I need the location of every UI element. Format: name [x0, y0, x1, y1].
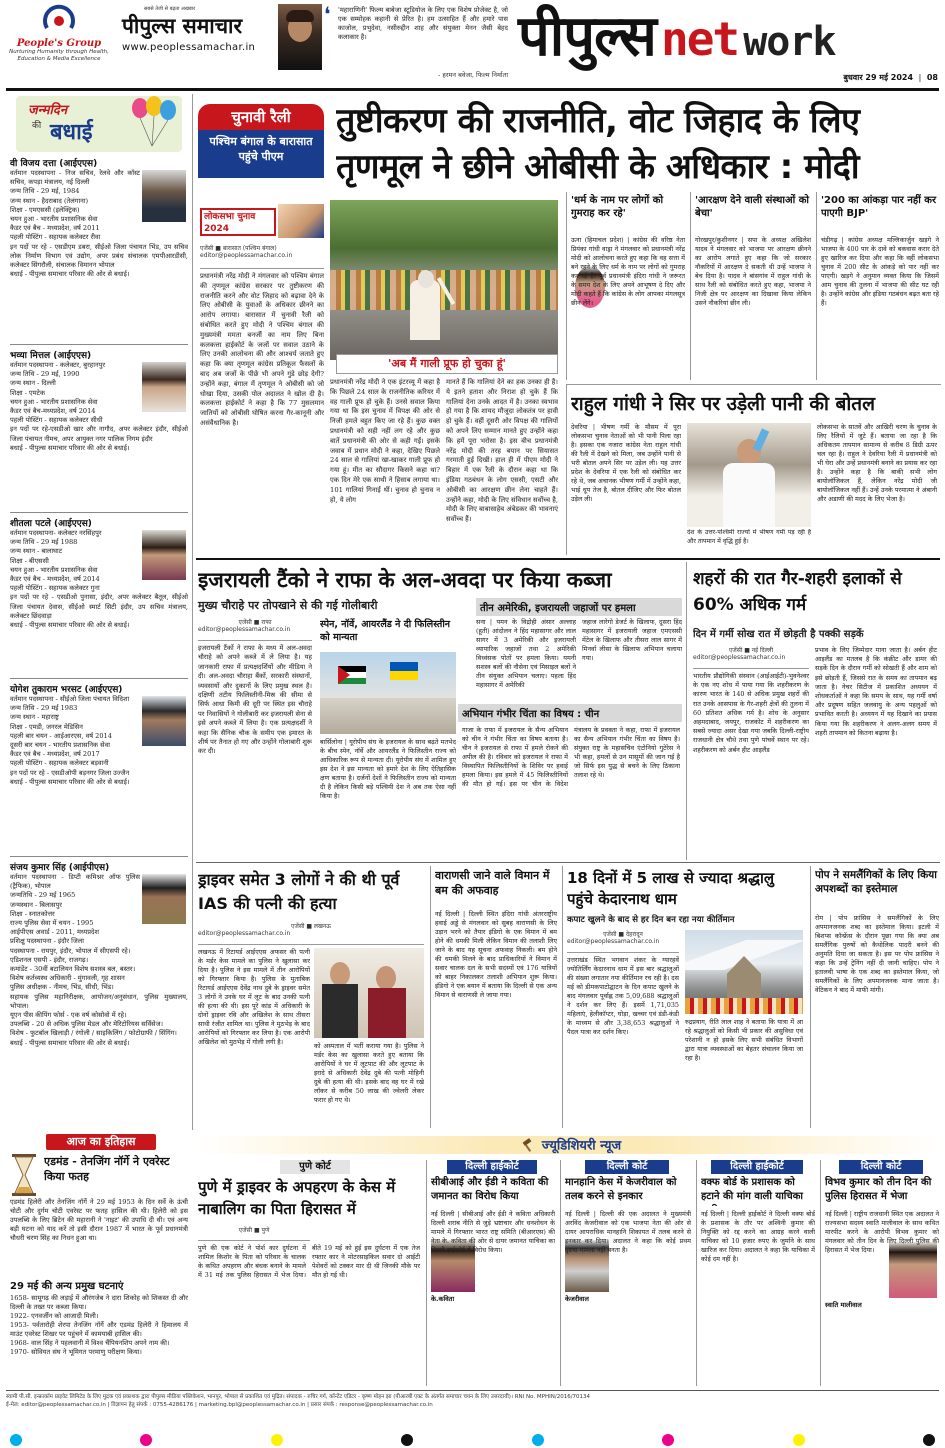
- court-tag: दिल्ली कोर्ट: [585, 1160, 669, 1174]
- person-details: [10, 361, 188, 511]
- detail-line: उपलब्धि - 20 से अधिक पुलिस मेडल और मेरिटोरियस सर्विसेज।: [10, 1020, 163, 1029]
- byline-agency: एजेंसी ■ बारासात (पश्चिम बंगाल): [200, 245, 277, 252]
- detail-line: पदस्थापना - रायपुर, इंदौर, भोपाल में सीएसपी रहे।: [10, 946, 131, 955]
- loksabha-label: लोकसभा चुनाव 2024: [204, 212, 256, 234]
- rahul-body2: लोकसभा के सातवें और आखिरी चरण के चुनाव के लिए रैलियों में जुटे हैं। बताया जा रहा है कि अधिकतम तापमान सामान्य से करीब 8 डिग्री ऊपर चल रहा है। राहुल ने देवरिया रैली में प्रधानमंत्री को भी घेरा और उन्हें प्रधानमंत्री बनाने का प्रयास कर रहा है। उन्होंने कहा है कि बाकी सभी लोग बायोलॉजिकल हैं, लेकिन नरेंद्र मोदी जी बायोलॉजिकल नहीं हैं। उन्हें उनके परमात्मा ने अंबानी और अडाणी की मदद के लिए भेजा है।: [817, 423, 937, 503]
- detail-line: बधाई - पीपुल्स समाचार परिवार की ओर से बधाई।: [10, 777, 130, 786]
- paper-small-tag: सबसे तेजी से बढ़ता अखबार: [144, 6, 196, 12]
- group-logo: [8, 4, 110, 84]
- loksabha-badge: [200, 208, 276, 236]
- history-event: 1968- वाल सिंह ने पहलवानी में विश्व चैंपियनशिप अपने नाम की।: [10, 1339, 170, 1347]
- birthday-title-main: बधाई: [50, 120, 93, 145]
- paper-name: [122, 12, 274, 40]
- judiciary-section: [196, 1132, 940, 1386]
- detail-line: कैडर एवं बैच-मध्यप्रदेश, वर्ष 2014: [10, 407, 96, 416]
- judiciary-headline: पुणे में ड्राइवर के अपहरण के केस में नाबालिग का पिता हिरासत में: [198, 1178, 396, 1218]
- website[interactable]: www.peoplessamachar.in: [122, 42, 256, 53]
- detail-line: पहली पोस्टिंग - सहायक कलेक्टर गुना: [10, 584, 100, 593]
- paper-nameplate: [122, 6, 274, 72]
- detail-line: वर्तमान पदस्थापना - निज सचिव, रेलवे और कॉस्ट सचिव, कपड़ा मंत्रालय, नई दिल्ली: [10, 169, 140, 187]
- detail-line: वर्तमान पदस्थापना - कलेक्टर, बुरहानपुर: [10, 361, 106, 369]
- detail-line: जन्म तिथि - 29 मई 1988: [10, 538, 78, 547]
- detail-line: शिक्षा - स्नातकोत्तर: [10, 909, 55, 918]
- history-event: 1658- सामूगढ़ की लड़ाई में औरंगजेब ने दारा शिकोह को शिकस्त दी और दिल्ली के तख्त पर कब्जा किया।: [10, 1294, 188, 1311]
- kedarnath-headline: 18 दिनों में 5 लाख से ज्यादा श्रद्धालु पहुंचे केदारनाथ धाम: [567, 869, 775, 908]
- masthead: [0, 0, 945, 92]
- judiciary-body: पुणे की एक कोर्ट ने पोर्श कार दुर्घटना में शामिल किशोर के पिता को परिवार के चालक के कथित अपहरण और बंधक बनाने के मामले में 31 मई तक पुलिस हिरासत में भेज दिया। बीते 19 मई को हुई इस दुर्घटना में एक तेज रफ्तार कार ने मोटरसाइकिल सवार दो आईटी पेशेवरों को टक्कर मार दी थी जिनकी मौके पर मौत हो गई थी।: [198, 1244, 420, 1279]
- paper-name-text: पीपुल्स समाचार: [122, 14, 243, 38]
- lead-col2: प्रधानमंत्री नरेंद्र मोदी ने एक इंटरव्यू में कहा है कि पिछले 24 साल के राजनीतिक करियर में वह गाली प्रूफ हो चुके हैं। उनसे सवाल किया गया था कि इस चुनाव में विपक्ष की ओर से निजी हमले बहुत किए जा रहे हैं। कुछ वक्त प्रधानमंत्री को सही नहीं लग रहे और कुछ बातें प्रधानमंत्री की ओर से कही गईं। इसके जवाब में प्रधान मोदी ने कहा, देखिए पिछले 24 साल से गालियां खा-खाकर गाली प्रूफ हो गया हूं। मीत का सौदागर किसने कहा था? एक दिन मेरे एक साथी ने हिसाब लगाया था। 101 गालियां गिनाई थीं। चुनाव हो चुनाव न हो, ये लोग: [330, 378, 440, 504]
- judiciary-label: [496, 1134, 646, 1156]
- detail-line: शिक्षा - एमटेक: [10, 388, 46, 397]
- ias-byline: [198, 922, 424, 945]
- footer-rule: [6, 1390, 939, 1391]
- detail-line: वर्तमान पदस्थापना - डिप्टी कमिश्नर ऑफ पुलिस (ट्रैफिक), भोपाल: [10, 873, 140, 891]
- detail-line: पहली पोस्टिंग - सहायक कलेक्टर सीधी: [10, 416, 103, 425]
- detail-line: जन्मतिथि - 29 मई 1965: [10, 891, 76, 900]
- china-body: गाजा के राफा में इजरायल के सैन्य अभियान को चीन ने गंभीर चिंता का विषय बताया है। चीन ने इजरायल से राफा में हमले रोकने की अपील की है। रविवार को इजरायल ने राफा में विस्थापित फिलिस्तीनियों के शिविर पर हवाई हमला किया। इस हमले में 45 फिलिस्तीनियों की मौत हो गई। इस पर चीन के विदेश मंत्रालय के प्रवक्ता ने कहा, राफा में इजरायल का सैन्य अभियान गंभीर चिंता का विषय है। संयुक्त राष्ट्र के महासचिव एंटोनियो गुटेरेस ने भी कहा, हमलों से उन मासूमों की जान गई है जो सिर्फ इस युद्ध से बचने के लिए ठिकाना तलाश रहे थे।: [462, 726, 680, 788]
- detail-line: इन पदों पर रहे - एसडीओपी बड़नगर जिला उज्जैन: [10, 768, 130, 777]
- balloons-icon: [128, 96, 178, 152]
- detail-line: बधाई - पीपुल्स समाचार परिवार की ओर से बधाई।: [10, 621, 130, 630]
- ias-body2: को अस्पताल में भर्ती कराया गया है। पुलिस ने मर्डर केस का खुलासा करते हुए बताया कि आरोपियों ने घर में लूटपाट की और लूटपाट के इरादे से अधिकारी देवेंद्र दुबे की पत्नी मोहिनी दुबे की हत्या की थी। इसके बाद वह घर में रखे लॉकर से करीब 50 लाख की ज्वेलरी लेकर फरार हो गए थे।: [314, 1042, 424, 1104]
- detail-line: विशेष कर्तव्यस्थ अधिकारी - मुंगावली, गृह शासन: [10, 974, 125, 983]
- registration-mark-icon: [271, 1434, 283, 1446]
- heat-body2: प्रभाव के लिए जिम्मेदार माना जाता है। अर्बन हीट आइलैंड का मतलब है कि कंक्रीट और डामर की सड़कें दिन के दौरान गर्मी को सोखती हैं और शाम को इसे छोड़ती हैं, जिससे रात के समय का तापमान बढ़ जाता है। नेचर सिटीज में प्रकाशित अध्ययन में शोधकर्ताओं ने कहा कि समय के साथ, यह गर्मी वर्षा और प्रदूषण सहित जलवायु के अन्य पहलुओं को प्रभावित करती है। अध्ययन में यह दिखाने का प्रयास किया गया कि शहरीकरण ने अलग-अलग समय में शहरी तापमान को कितना बढ़ाया है।: [815, 646, 937, 737]
- judiciary-headline: वक्फ बोर्ड के प्रशासक को हटाने की मांग वाली याचिका: [701, 1177, 804, 1202]
- detail-line: शिक्षा - एमडी, जनरल मेडिसिन: [10, 722, 83, 731]
- person-details: [10, 873, 188, 1119]
- attack-body-2: जहाज लारेगो डेजर्ट के खिलाफ, दूसरा हिंद महासागर में इजरायली जहाज एमएससी मेंटेल के खिलाफ और तीसरा लाल सागर में मिनर्वा लीसा के खिलाफ अभियान चलाया गया।: [582, 618, 682, 662]
- judiciary-item: [196, 1160, 422, 1386]
- rahul-body1: देवरिया | भीषण गर्मी के मौसम में पूरा लोकसभा चुनाव नेताओं को भी पानी पिला रहा है। इसका एक नजारा कांग्रेस नेता राहुल गांधी की रैली में देखने को मिला, जब उन्होंने पानी से भरी बोतल अपने सिर पर उड़ेल ली। यह उत्तर प्रदेश के देवरिया में एक रैली को संबोधित कर रहे थे, जब अचानक भीषण गर्मी में उन्होंने कहा, भाई धूप तेज है, बोतल दीजिए और फिर बोतल उड़ेल ली।: [571, 423, 681, 503]
- history-box: [6, 1134, 192, 1386]
- quote-box: [324, 2, 510, 82]
- person-details: [10, 529, 188, 677]
- masthead-rule: [6, 88, 939, 91]
- person-name: संजय कुमार सिंह (आईपीएस): [10, 863, 110, 873]
- kedarnath-story: [562, 866, 807, 1128]
- history-event: 1970- सोवियत संघ ने भूमिगत परमाणु परीक्षण किया।: [10, 1348, 142, 1356]
- court-tag: पुणे कोर्ट: [280, 1160, 350, 1174]
- detail-line: बधाई - पीपुल्स समाचार परिवार की ओर से बधाई।: [10, 443, 130, 452]
- birthday-person: [10, 860, 188, 1120]
- brand-left: पीपुल्स: [518, 4, 656, 69]
- detail-line: पहली पोस्टिंग - सहायक कलेक्टर बड़वानी: [10, 759, 109, 768]
- detail-line: कैडर एवं बैच - मध्यप्रदेश, वर्ष 2014: [10, 575, 100, 584]
- birthday-person: [10, 682, 188, 852]
- detail-line: कैडर एवं बैच - मध्यप्रदेश, वर्ष 2017: [10, 750, 100, 759]
- court-tag: दिल्ली कोर्ट: [839, 1160, 923, 1174]
- hourglass-icon: [10, 1154, 38, 1196]
- couple-photo: [314, 948, 424, 1038]
- detail-line: जन्म तिथि - 29 मई, 1990: [10, 370, 80, 379]
- side-box: [566, 192, 687, 380]
- judiciary-item: [696, 1160, 817, 1386]
- byline-email[interactable]: editor@peoplessamachar.co.in: [567, 938, 660, 945]
- person-name: वी विजय दत्ता (आईएएस): [10, 159, 98, 169]
- byline-agency: एजेंसी ■ नई दिल्ली: [728, 647, 774, 654]
- detail-line: राज्य पुलिस सेवा में चयन - 1995: [10, 919, 94, 928]
- heat-headline: शहरों की रात गैर-शहरी इलाकों से 60% अधिक गर्म: [693, 569, 902, 615]
- registration-mark-icon: [401, 1434, 413, 1446]
- peoples-group-emblem-icon: [39, 4, 79, 38]
- person-name: शीतला पटले (आईएएस): [10, 519, 92, 529]
- detail-line: जन्म स्थान - बालाघाट: [10, 547, 63, 556]
- harman-baweja-photo: [278, 4, 322, 70]
- detail-line: इन पदों पर रहे - एसडीएम डबरा, सीईओ जिला पंचायत भिंड, उप सचिव लोक निर्माण विभाग एवं उद्योग, अपर प्रबंध संचालक एमपीआरडीसी, कलेक्टर सिंगरौली, संचालक विमानन भोपाल: [10, 242, 188, 270]
- detail-line: यूएन पीस कीपिंग फोर्स - एक वर्ष कोसोवो में रहे।: [10, 1011, 127, 1020]
- court-tag: दिल्ली हाईकोर्ट: [447, 1160, 537, 1174]
- quote-mark-icon: ❛: [324, 2, 331, 26]
- judiciary-item: [426, 1160, 557, 1386]
- person-name: भव्या मित्तल (आईएएस): [10, 351, 92, 361]
- registration-mark-icon: [532, 1434, 544, 1446]
- byline-email[interactable]: editor@peoplessamachar.co.in: [198, 626, 291, 633]
- rahul-story: [566, 384, 941, 555]
- rahul-photo: [687, 423, 811, 527]
- birthday-title-mid: की: [32, 121, 42, 131]
- detail-line: चयन हुआ - भारतीय प्रशासनिक सेवा: [10, 397, 98, 406]
- rally-sub: पश्चिम बंगाल के बारासात पहुंचे पीएम: [198, 130, 324, 178]
- rahul-caption: देश के उत्तर-पश्चिमी राज्यों में भीषण गर्मी पड़ रही है और तापमान में वृद्धि हुई है।: [687, 529, 811, 545]
- detail-line: शिक्षा - एमएससी (इलेक्ट्रिक): [10, 205, 80, 214]
- issue-date: बुधवार 29 मई 2024: [843, 73, 914, 82]
- judiciary-byline: [198, 1226, 310, 1241]
- birthday-header: [16, 96, 182, 152]
- detail-line: चयन हुआ - भारतीय प्रशासनिक सेवा: [10, 215, 98, 224]
- byline-agency: एजेंसी ■ लखनऊ: [291, 923, 331, 930]
- color-strip: [0, 1434, 945, 1448]
- byline-agency: एजेंसी ■ देहरादून: [603, 931, 643, 938]
- bomb-body: नई दिल्ली | दिल्ली स्थित इंदिरा गांधी अंतरराष्ट्रीय हवाई अड्डे से मंगलवार को सुबह वाराणसी के लिए उड़ान भरने को तैयार इंडिगो के एक विमान में बम होने की धमकी मिली लेकिन विमान की तलाशी लिए जाने के बाद यह सूचना अफवाह निकली। बम होने की धमकी मिलने के बाद प्राधिकारियों ने विमान में सवार चालक दल के सभी सदस्यों एवं 176 यात्रियों को बाहर निकालकर तलाशी अभियान शुरू किया। इंडिगो ने एक बयान में बताया कि दिल्ली से एक अन्य विमान से वाराणसी ले जाया गया।: [435, 910, 557, 999]
- side-box-title: 'धर्म के नाम पर लोगों को गुमराह कर रहे': [571, 195, 664, 219]
- detail-line: कमांडेंट - 30वीं बटालियन विशेष सशस्त्र बल, बस्तर।: [10, 965, 136, 974]
- detail-line: जन्म स्थान - हैदराबाद (तेलंगाना): [10, 196, 89, 205]
- israel-headline: इजरायली टैंको ने राफा के अल-अवदा पर किया कब्जा: [198, 568, 612, 592]
- detail-line: दूसरी बार चयन - भारतीय प्रशासनिक सेवा: [10, 741, 111, 750]
- byline-email[interactable]: editor@peoplessamachar.co.in: [198, 930, 291, 937]
- heat-byline: [693, 646, 809, 669]
- gavel-icon: [521, 1137, 537, 1153]
- section-rule: [196, 862, 940, 863]
- kedarnath-body2: रुद्रप्रयाग, रीति लाल शाह ने बताया कि यात्रा में आ रहे श्रद्धालुओं को किसी भी प्रकार की असुविधा एवं परेशानी न हो इसके लिए सभी संबंधित विभागों द्वारा यात्रा व्यवस्थाओं का बेहतर संचालन किया जा रहा है।: [685, 1018, 803, 1062]
- detail-line: पुलिस अधीक्षक - नीमच, भिंड, सीधी, भिंड।: [10, 983, 114, 992]
- kedarnath-byline: [567, 930, 679, 953]
- history-body: एडमंड हिलेरी और तेनजिंग नॉर्गे ने 29 मई 1953 के दिन सर्वे के ऊंची चोटी और दुर्गम चोटी एवरेस्ट पर फतह हासिल की थी। हिलेरी को इस उपलब्धि के लिए ब्रिटेन की महारानी ने 'नाइट' की उपाधि दी थी। एवं अन्य बड़ी घटना को याद करें तो इसी दौरान 1987 में भारत के पूर्व प्रधानमंत्री चौधरी चरण सिंह का निधन हुआ था।: [10, 1198, 188, 1242]
- photo-caption-box: [336, 354, 558, 374]
- birthday-person: [10, 156, 188, 342]
- byline-agency: एजेंसी ■ पुणे: [238, 1227, 270, 1234]
- heat-story: [686, 562, 941, 860]
- detail-line: बधाई - पीपुल्स समाचार परिवार की ओर से बधाई।: [10, 270, 130, 279]
- rahul-headline: राहुल गांधी ने सिर पर उड़ेली पानी की बोतल: [571, 393, 876, 415]
- footer-line2: ई-मेल: editor@peoplessamachar.co.in | विज्ञापन हेतु संपर्क : 0755-4286176 | marketing.bpl@peoplessamachar.co.in | प्रसार संपर्क : response@peoplessamachar.co.in: [6, 1402, 433, 1408]
- birthday-column: [6, 94, 193, 1130]
- registration-mark-icon: [793, 1434, 805, 1446]
- ias-headline: ड्राइवर समेत 3 लोगों ने की थी पूर्व IAS की पत्नी की हत्या: [198, 870, 400, 913]
- side-box: [816, 192, 941, 380]
- detail-line: विशेष - फुटबॉल खिलाड़ी / रंगोली / साइकिलिंग / फोटोग्राफी / सिंगिंग।: [10, 1029, 177, 1038]
- detail-line: जन्म तिथि - 29 मई, 1984: [10, 187, 80, 196]
- history-event: 1922- एनवर्जीन को आजादी मिली।: [10, 1312, 99, 1320]
- byline-email[interactable]: editor@peoplessamachar.co.in: [693, 654, 786, 661]
- pope-body: रोम | पोप फ्रांसिस ने समलैंगिकों के लिए अपमानजनक शब्द का इस्तेमाल किया। इटली में बिशप्स कॉन्फ्रेंस के दौरान पूछा गया कि क्या अब समलैंगिक पुरुषों को कैथोलिक पादरी बनने की अनुमति दिया जा सकता है। इस पर पोप फ्रांसिस ने कहा कि उन्हें ट्रेनिंग नहीं दी जानी चाहिए। पोप ने इतालवी भाषा के एक शब्द का इस्तेमाल किया, जो समलैंगिकों के लिए अपमानजनक माना जाता है। वेटिकन ने बाद में माफी मांगी।: [815, 914, 939, 994]
- history-subtitle: 29 मई की अन्य प्रमुख घटनाएं: [10, 1281, 124, 1292]
- detail-line: जन्मस्थान - बिलासपुर: [10, 900, 62, 909]
- detail-line: प्रशिक्षु पदस्थापना - इंदौर जिला: [10, 937, 84, 946]
- bomb-story: [430, 866, 559, 1128]
- lead-byline: [200, 244, 324, 269]
- photo-caption: के.कविता: [431, 1295, 455, 1303]
- kedarnath-sub: कपाट खुलने के बाद से हर दिन बन रहा नया कीर्तिमान: [567, 915, 735, 925]
- history-label: आज का इतिहास: [46, 1134, 156, 1150]
- detail-line: शिक्षा - बीएससी: [10, 556, 49, 565]
- lead-headline: तुष्टीकरण की राजनीति, वोट जिहाद के लिए तृणमूल ने छीने ओबीसी के अधिकार : मोदी: [336, 101, 860, 187]
- pope-headline: पोप ने समलैंगिकों के लिए किया अपशब्दों का इस्तेमाल: [815, 869, 937, 895]
- photo-caption: केजरीवाल: [565, 1295, 589, 1303]
- registration-mark-icon: [140, 1434, 152, 1446]
- israel-story: [196, 562, 682, 860]
- detail-line: जन्म स्थान - दिल्ली: [10, 379, 56, 388]
- history-events: [10, 1294, 188, 1386]
- flags-photo: [320, 652, 456, 734]
- israel-sub: मुख्य चौराहे पर तोपखाने से की गई गोलीबारी: [198, 599, 378, 612]
- side-box-title: '200 का आंकड़ा पार नहीं कर पाएगी BJP': [821, 195, 937, 219]
- group-name: People's Group: [16, 38, 102, 49]
- judiciary-item: [560, 1160, 693, 1386]
- group-tagline: Nurturing Humanity through Health, Education & Media Excellence: [9, 49, 109, 62]
- birthday-person: [10, 348, 188, 510]
- footer-line1: स्वामी पी.सी. इन्फ्राकॉम प्राइवेट लिमिटेड के लिए मुद्रक एवं प्रकाशक द्वारा पीपुल्स मीडिया पब्लिकेशन, भानपुर, भोपाल से प्रकाशित एवं मुद्रित। संपादक - रुचिर गर्ग, कॉन्टेंट एडिटर - कृष्ण मोहन झा (पीआरबी एक्ट के अंतर्गत समाचार चयन के लिए उत्तरदायी)। RNI No. MPHIN/2016/70134: [6, 1394, 591, 1400]
- attack-title: तीन अमेरिकी, इजरायली जहाजों पर हमला: [476, 598, 682, 616]
- judiciary-body: नई दिल्ली | सीबीआई और ईडी ने कविता अधिकारी दिल्ली शराब नीति से जुड़े भ्रष्टाचार और धनशोधन के मामले में गिरफ्तार भारत राष्ट्र समिति (बीआरएस) की नेता के. कविता की ओर से दायर जमानत याचिका का दिल्ली हाईकोर्ट में विरोध किया।: [431, 1210, 555, 1254]
- byline-email[interactable]: editor@peoplessamachar.co.in: [200, 252, 293, 259]
- rally-box: [198, 104, 324, 200]
- brand-logo: [518, 2, 938, 74]
- judiciary-headline: मानहानि केस में केजरीवाल को तलब करने से इनकार: [565, 1177, 677, 1202]
- detail-line: आईपीएस अवार्ड - 2011, मध्यप्रदेश: [10, 928, 99, 937]
- byline-agency: एजेंसी ■ राफा: [238, 619, 272, 626]
- registration-mark-icon: [10, 1434, 22, 1446]
- detail-line: इन पदों पर रहे-एसडीओ खार और नागौद, अपर कलेक्टर इंदौर, सीईओ जिला पंचायत नीमच, अपर आयुक्त नगर पालिक निगम इंदौर: [10, 425, 188, 443]
- heat-body1: भारतीय प्रौद्योगिकी संस्थान (आईआईटी)-भुवनेश्वर के एक नए शोध में पाया गया कि शहरीकरण के कारण भारत के 140 से अधिक प्रमुख शहरों की रात उनके आसपास के गैर-शहरी क्षेत्रों की तुलना में 60 प्रतिशत अधिक गर्म है। शोध के अनुसार अहमदाबाद, जयपुर, राजकोट में शहरीकरण का सबसे ज्यादा असर देखा गया जबकि दिल्ली-राष्ट्रीय राजधानी क्षेत्र चौथे तथा पुणे पांचवें स्थान पर रहे। शहरीकरण को अर्बन हीट आइलैंड: [693, 672, 809, 754]
- ballot-hand-photo: [278, 204, 324, 238]
- detail-line: जन्म तिथि - 29 मई 1983: [10, 704, 78, 713]
- kedarnath-temple-photo: [685, 930, 803, 1014]
- page-number: 08: [926, 73, 938, 82]
- ias-story: [196, 866, 426, 1128]
- judiciary-body: नई दिल्ली | दिल्ली हाईकोर्ट ने दिल्ली वक्फ बोर्ड के प्रशासक के तौर पर अश्विनी कुमार की नियुक्ति को रद्द करने का आग्रह करने वाली याचिका को 10 हजार रुपए के जुर्माने के साथ खारिज कर दिया। अदालत ने कहा कि याचिका में कोई दम नहीं है।: [701, 1210, 815, 1263]
- date-strip: बुधवार 29 मई 2024 | 08: [843, 73, 938, 82]
- photo-caption: 'अब मैं गाली प्रूफ हो चुका हूं': [388, 357, 506, 370]
- registration-mark-icon: [662, 1434, 674, 1446]
- detail-line: पहली पोस्टिंग - सहायक कलेक्टर रीवा: [10, 233, 101, 242]
- rally-label: चुनावी रैली: [198, 104, 324, 130]
- detail-line: जन्म स्थान - महाराष्ट्र: [10, 713, 59, 722]
- side-box: [690, 192, 813, 380]
- side-box-title: 'आरक्षण देने वाली संस्थाओं को बेचा': [695, 195, 809, 219]
- ias-body1: लखनऊ में रिटायर्ड आईएएस अफसर की पत्नी के मर्डर केस मामले का पुलिस ने खुलासा कर दिया है। पुलिस ने इस मामले में तीन आरोपियों को गिरफ्तार किया है। पुलिस के मुताबिक रिटायर्ड आईएएस देवेंद्र नाथ दुबे के ड्राइवर समेत 3 लोगों ने उनके घर में लूट के बाद उनकी पत्नी की हत्या की थी। इस पूरे कांड में अधिकारी के दोनों ड्राइवर रवि और अखिलेश के साथ तीसरा साथी रंजीत शामिल था। पुलिस ने मुठभेड़ के बाद आरोपियों को गिरफ्तार कर लिया है। एक आरोपी अखिलेश को मुठभेड़ में गोली लगी है।: [198, 948, 310, 1046]
- detail-line: इन पदों पर रहे - एसडीओ पुनासा, इंदौर, अपर कलेक्टर बैतूल, सीईओ जिला पंचायत देवास, सीईओ स्मार्ट सिटी इंदौर, उप सचिव मंत्रालय, कलेक्टर छिंदवाड़ा: [10, 593, 188, 620]
- heat-sub: दिन में गर्मी सोख रात में छोड़ती है पक्की सड़कें: [693, 629, 864, 640]
- photo-caption: स्वाति मालीवाल: [825, 1301, 862, 1309]
- china-title: अभियान गंभीर चिंता का विषय : चीन: [458, 704, 682, 722]
- judiciary-body: नई दिल्ली | दिल्ली की एक अदालत ने मुख्यमंत्री अरविंद केजरीवाल को एक भाजपा नेता की ओर से दायर आपराधिक मानहानि शिकायत में तलब करने से इनकार कर दिया। अदालत ने कहा कि कोई प्रथम दृष्टया मामला नहीं बनता है।: [565, 1210, 691, 1254]
- footer: [6, 1393, 939, 1423]
- history-event: 1953- पर्वतारोही शेरपा तेनजिंग नॉर्गे और एडमंड हिलेरी ने हिमालय में माउंट एवरेस्ट शिखर पर पहुंचने में कामयाबी हासिल की।: [10, 1321, 188, 1338]
- quote-text: 'महाराणिनी' फिल्म बाबेजा स्टूडियोज के लिए एक विशेष प्रोजेक्ट है, जो एक सम्मोहक कहानी से प्रेरित है। हम उत्साहित हैं और हमारे पास काजोल, प्रभुदेवा, नसीरुद्दीन शाह और संयुक्ता मेनन जैसी बेहद कलाकार है।: [338, 6, 508, 41]
- detail-line: कैडर एवं बैच - मध्यप्रदेश, वर्ष 2011: [10, 224, 100, 233]
- recognition-title: स्पेन, नॉर्वे, आयरलैंड ने दी फिलिस्तीन को मान्यता: [320, 619, 451, 643]
- attack-body: सना | यमन के विद्रोही अंसार अल्लाह (हूती) आंदोलन ने हिंद महासागर और लाल सागर में 3 अमेरिकी और इजरायली व्यापारिक जहाजों तथा 2 अमेरिकी विध्वंसक पोतों पर हमला किया। यमनी सशस्त्र बलों की नौसेना एवं मिसाइल बलों ने तीन संयुक्त अभियान चलाए। पहला हिंद महासागर में अमेरिकी: [476, 618, 576, 689]
- birthday-title-top: जन्मदिन: [28, 103, 68, 118]
- brand-net: net: [661, 12, 739, 66]
- modi-rally-photo: [330, 200, 558, 360]
- pope-story: [810, 866, 941, 1128]
- judiciary-body: नई दिल्ली | राष्ट्रीय राजधानी स्थित एक अदालत ने राज्यसभा सदस्य स्वाति मालीवाल के साथ कथित मारपीट करने के आरोपी विभव कुमार को मंगलवार को तीन दिन के लिए दिल्ली पुलिस की हिरासत में भेज दिया।: [825, 1210, 939, 1254]
- lead-col1: प्रधानमंत्री नरेंद्र मोदी ने मंगलवार को पश्चिम बंगाल की तृणमूल कांग्रेस सरकार पर तुष्टीकरण की राजनीति करने और वोट जिहाद को बढ़ावा देने के लिए ओबीसी के युवाओं के अधिकार छीनने का आरोप लगाया। बारासात में चुनावी रैली को संबोधित करते हुए मोदी ने पश्चिम बंगाल की मुख्यमंत्री ममता बनर्जी का नाम लिए बिना कलकत्ता हाईकोर्ट के जजों पर सवाल उठाने के लिए उनकी आलोचना की और आश्चर्य जताते हुए कहा कि क्या तृणमूल कांग्रेस प्रतिकूल फैसलों के बाद अब जजों के पीछे भी अपने गुंडे छोड़ देगी? उन्होंने कहा, बंगाल में तृणमूल ने ओबीसी को जो धोखा दिया, उसकी पोल अदालत ने खोल दी है। कलकत्ता हाईकोर्ट ने कहा है कि 77 मुसलमान जातियों को ओबीसी घोषित करना गैर-कानूनी और असंवैधानिक है।: [200, 272, 324, 427]
- registration-mark-icon: [923, 1434, 935, 1446]
- bomb-headline: वाराणसी जाने वाले विमान में बम की अफवाह: [435, 869, 550, 897]
- side-box-body: चंडीगढ़ | कांग्रेस अध्यक्ष मल्लिकार्जुन खड़गे ने भाजपा के 400 पार के दावे को बकवास करार देते हुए खारिज कर दिया और कहा कि वहीं लोकसभा चुनाव में 200 सीट के आंकड़े को पार नहीं कर पाएगी। खड़गे ने अनुमान व्यक्त किया कि जिसमें आम चुनाव की तुलना में भाजपा की सीट घट रही है। उन्होंने कांग्रेस और इंडिया गठबंधन बढ़त बता रहे हैं।: [821, 236, 939, 307]
- side-box-body: ऊना (हिमाचल प्रदेश) | कांग्रेस की वरिष्ठ नेता प्रियंका गांधी वाड्रा ने मंगलवार को प्रधानमंत्री नरेंद्र मोदी को आलोचना करते हुए कहा कि वह सत्ता में बने रहने के लिए धर्म के नाम पर लोगों को गुमराह कर रहे हैं। पूर्व प्रधानमंत्री इंदिरा गांधी ने जरूरत के समय देश के लिए अपने आभूषण दे दिए और मोदी कहते हैं कि कांग्रेस के लोग आपका मंगलसूत्र छीन लेंगे।: [571, 236, 685, 307]
- israel-body: इजरायली टैंकों ने राफा के मध्य में अल-अवदा चौराहे को अपने कब्जे में ले लिया है। यह जानकारी राफा में प्रत्यक्षदर्शियों और मीडिया ने दी। अल-अवदा चौराहा बैंकों, सरकारी संस्थानों, व्यवसायों और दुकानों के लिए प्रमुख स्थल है। दक्षिणी तटीय फिलिस्तीनी-मिस्र की सीमा से सिर्फ आधा किमी की दूरी पर स्थित इस चौराहे पर निवासियों ने गोलीबारी कर इजरायली सेना से इसे अपने कब्जे में लिया है। एक प्रत्यक्षदर्शी ने कहा कि सैनिक चौक के समीप एक इमारत के शीर्ष पर तैनात हो गए और उन्होंने गोलाबारी शुरू कर दी।: [198, 644, 312, 756]
- court-tag: दिल्ली हाईकोर्ट: [711, 1160, 803, 1174]
- side-box-body: गोरखपुर/कुशीनगर | सपा के अध्यक्ष अखिलेश यादव ने मंगलवार को भाजपा पर आरक्षण छीनने का आरोप लगाते हुए कहा कि जो सरकार नौकरियों में आरक्षण दे सकती थी उन्हें भाजपा ने बेच दिया है। यादव ने बांसगांव में राहुल गांधी के साथ रैली को संबोधित करते हुए कहा, भाजपा ने निजी क्षेत्र पर आरक्षण का दिखावा किया लेकिन उसने नौकरियां छीन ली।: [695, 236, 811, 307]
- detail-line: वर्तमान पदस्थापना - सीईओ जिला पंचायत विदिशा: [10, 695, 130, 703]
- judiciary-item: [820, 1160, 941, 1386]
- detail-line: सहायक पुलिस महानिरीक्षक, आयोजन/अनुसंधान, पुलिस मुख्यालय, भोपाल।: [10, 992, 188, 1010]
- judiciary-label-text: ज्यूडिशियरी न्यूज: [541, 1138, 622, 1154]
- detail-line: चयन हुआ - भारतीय प्रशासनिक सेवा: [10, 565, 98, 574]
- person-name: योगेश तुकाराम भरसट (आईएएस): [10, 685, 123, 695]
- detail-line: वर्तमान पदस्थापना- कलेक्टर नरसिंहपुर: [10, 529, 102, 537]
- person-details: [10, 695, 188, 851]
- lead-col3: मानते हैं कि गालियां देने का हक उनका ही है। ये इतने हताश और निराश हो चुके हैं कि गालियां देना उनके आदत में है। उनका स्वभाव हो गया है कि शायद मौजूदा लोकतंत्र पर हावी हो चुके हैं। वहीं दूसरी ओर विपक्ष की गालियों को अपने लिए सम्मान मानते हुए उन्होंने कहा कि हमें पूरा भरोसा है। इस बीच प्रधानमंत्री नरेंद्र मोदी की तरह बयान पर सियासत गरमाती हुई दिखी। हाल ही में पीएम मोदी ने बिहार में एक रैली के दौरान कहा था कि इंडिया गठबंधन के लोग एससी, एसटी और ओबीसी का आरक्षण छीन लेना चाहते हैं। उन्होंने कहा, मोदी के लिए संविधान सर्वोच्च है, मोदी के लिए बाबासाहेब अंबेडकर की भावनाएं सर्वोच्च हैं।: [446, 378, 558, 524]
- israel-byline: [198, 618, 312, 641]
- kedarnath-body1: उत्तराखंड स्थित भगवान शंकर के ग्यारहवें ज्योतिर्लिंग केदारनाथ धाम में इस बार श्रद्धालुओं की संख्या लगातार नया कीर्तिमान रच रही है। दस मई को डीमकपाटोद्घाटन के दिन कपाट खुलने के बाद मंगलवार पूर्वाह्न तक 5,09,688 श्रद्धालुओं ने दर्शन कर लिए हैं। इसमें 1,71,035 महिलाएं, हेलीकॉप्टर, घोड़ा, खच्चर एवं डंडी-कंडी के माध्यम से और 3,38,653 श्रद्धालुओं ने पैदल यात्रा कर दर्शन किए।: [567, 956, 679, 1036]
- birthday-person: [10, 516, 188, 676]
- detail-line: पहली बार चयन - आईआरएस, वर्ष 2014: [10, 731, 112, 740]
- history-headline: एडमंड - तेनजिंग नॉर्गे ने एवरेस्ट किया फतह: [44, 1155, 170, 1183]
- detail-line: बधाई - पीपुल्स समाचार परिवार की ओर से बधाई।: [10, 1038, 130, 1047]
- judiciary-headline: सीबीआई और ईडी ने कविता की जमानत का विरोध किया: [431, 1177, 549, 1202]
- person-details: [10, 169, 188, 341]
- judiciary-headline: विभव कुमार को तीन दिन की पुलिस हिरासत में भेजा: [825, 1177, 932, 1202]
- quote-author: - हरमन बवेजा, फिल्म निर्माता: [438, 71, 508, 79]
- recognition-body: बार्सिलोना | यूरोपीय संघ के इजरायल के साथ बढ़ते मतभेद के बीच स्पेन, नॉर्वे और आयरलैंड ने फिलिस्तीन राज्य को आधिकारिक रूप से मान्यता दी। यूरोपीय संघ में शामिल हुए इस देश ने इस मान्यता को हमारे देश के लिए ऐतिहासिक क्षण बताया है। दर्जनों देशों ने फिलिस्तीन राज्य को मान्यता दी है लेकिन किसी बड़े पश्चिमी देश ने अब तक ऐसा नहीं किया है।: [320, 738, 456, 800]
- section-rule: [196, 558, 940, 560]
- detail-line: एडिशनल एसपी - इंदौर, राजगढ़।: [10, 955, 89, 964]
- brand-work: work: [743, 19, 836, 65]
